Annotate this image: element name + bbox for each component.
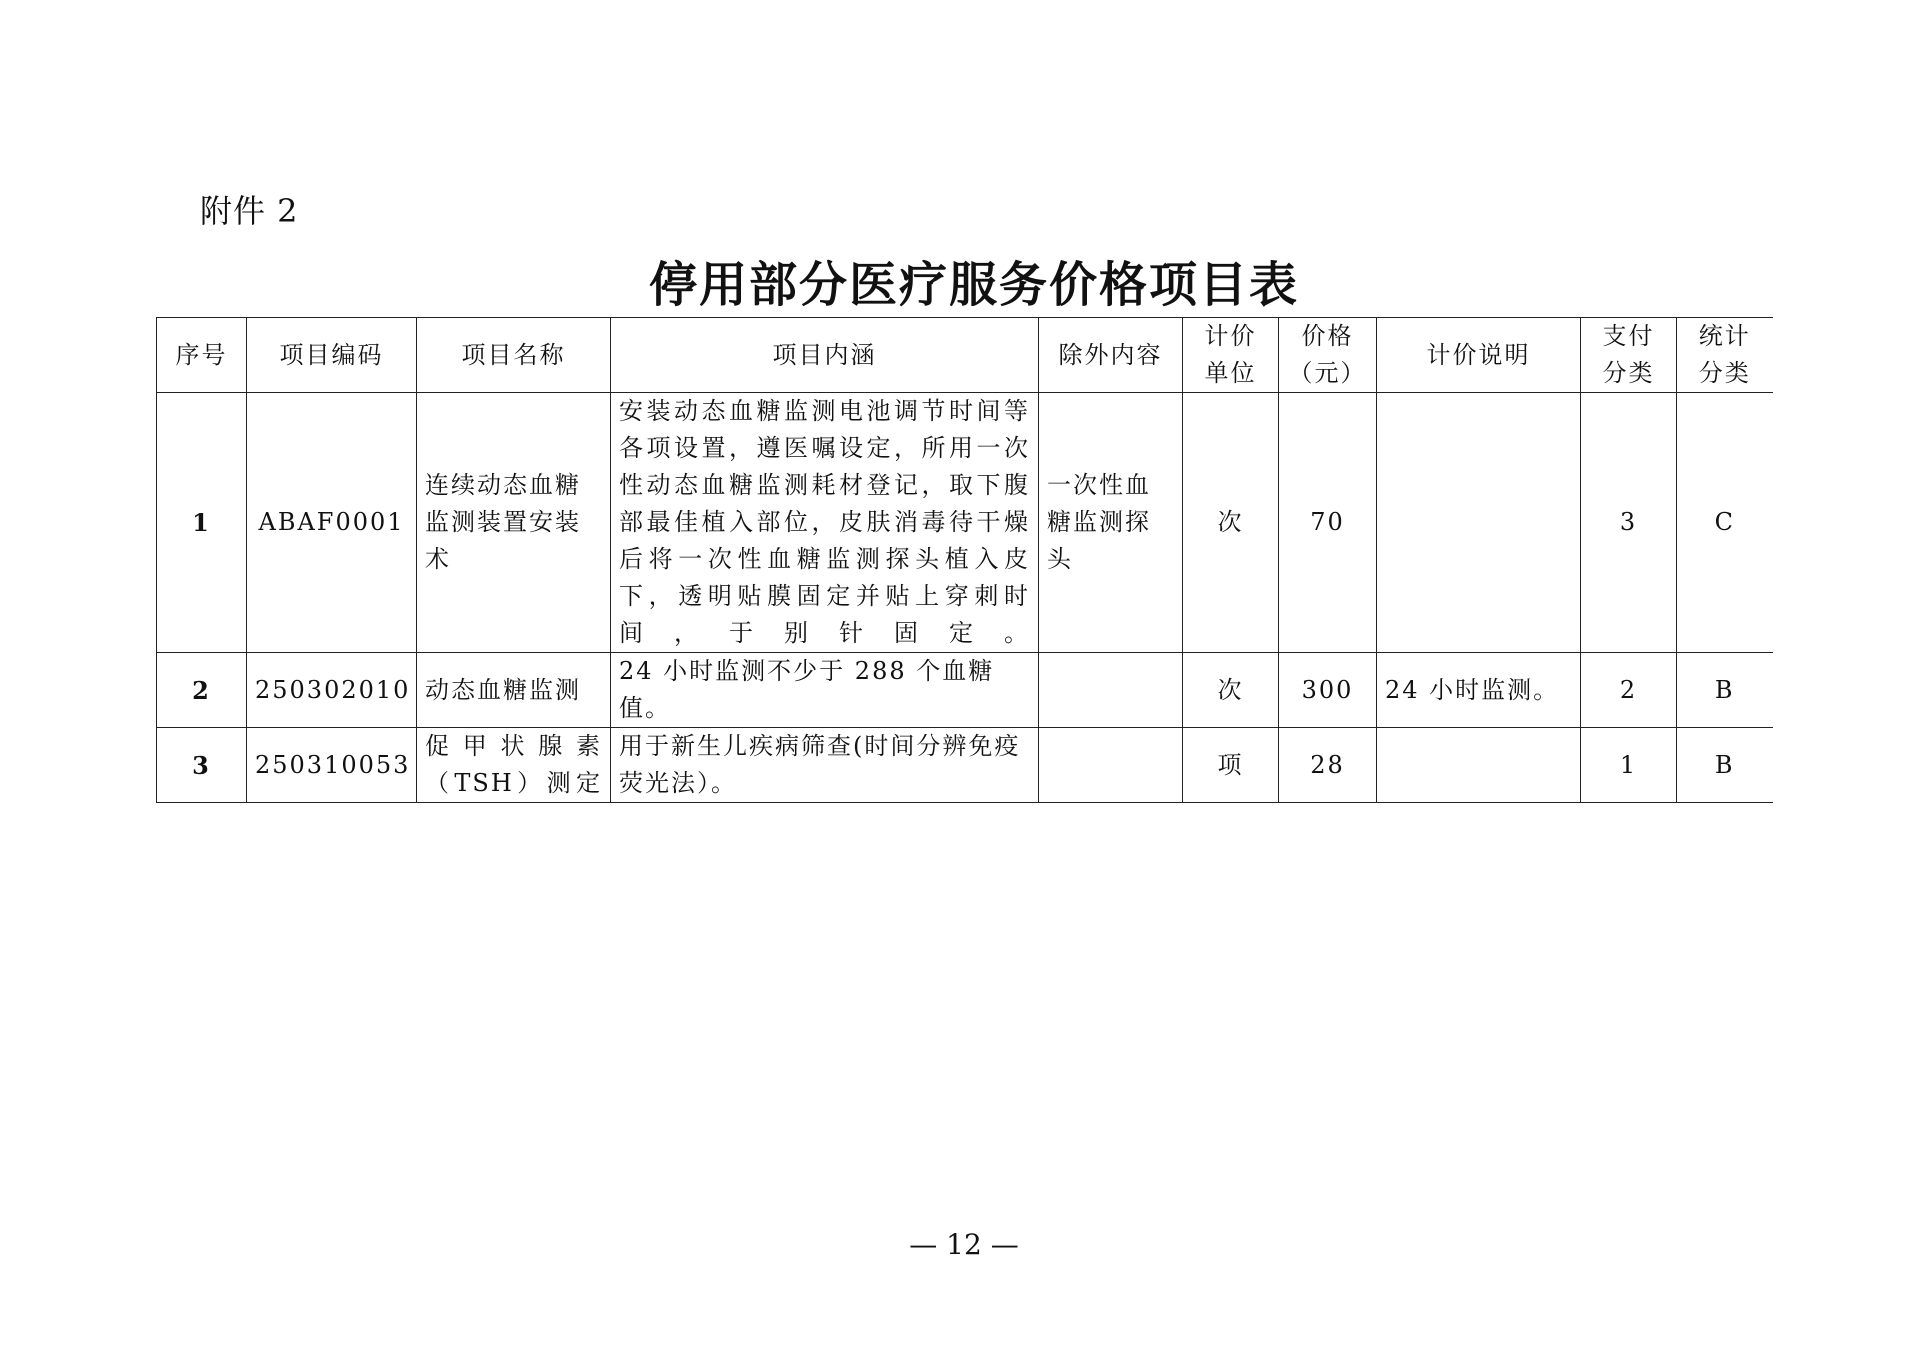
row-content: 用于新生儿疾病筛查(时间分辨免疫荧光法）。 — [611, 728, 1039, 803]
row-note — [1377, 393, 1581, 653]
page-number: — 12 — — [909, 1228, 1019, 1261]
header-stat — [1677, 318, 1773, 393]
header-price — [1279, 318, 1377, 393]
header-pay-line1: 支付 — [1602, 322, 1655, 350]
row-stat: B — [1677, 728, 1773, 803]
table-row — [157, 653, 1773, 728]
row-content: 24 小时监测不少于 288 个血糖值。 — [611, 653, 1039, 728]
row-name: 连续动态血糖监测装置安装术 — [417, 393, 611, 653]
price-items-table — [156, 317, 1773, 803]
header-stat-line2: 分类 — [1698, 359, 1751, 387]
header-price-line1: 价格 — [1301, 322, 1354, 350]
row-seq: 2 — [157, 653, 247, 728]
row-price: 28 — [1279, 728, 1377, 803]
row-stat: B — [1677, 653, 1773, 728]
row-name: 促甲状腺素（TSH）测定 — [417, 728, 611, 803]
header-stat-line1: 统计 — [1698, 322, 1751, 350]
header-unit-line1: 计价 — [1204, 322, 1257, 350]
row-seq: 1 — [157, 393, 247, 653]
row-stat: C — [1677, 393, 1773, 653]
header-content: 项目内涵 — [611, 318, 1039, 393]
row-pay: 1 — [1581, 728, 1677, 803]
row-seq: 3 — [157, 728, 247, 803]
header-note: 计价说明 — [1377, 318, 1581, 393]
row-pay: 2 — [1581, 653, 1677, 728]
row-code: ABAF0001 — [247, 393, 417, 653]
row-code: 250310053 — [247, 728, 417, 803]
header-excluded: 除外内容 — [1039, 318, 1183, 393]
table-row — [157, 393, 1773, 653]
header-name: 项目名称 — [417, 318, 611, 393]
table-row — [157, 728, 1773, 803]
header-pay — [1581, 318, 1677, 393]
row-price: 300 — [1279, 653, 1377, 728]
header-unit-line2: 单位 — [1204, 359, 1257, 387]
attachment-label: 附件 2 — [200, 192, 299, 230]
table-header-row — [157, 318, 1773, 393]
page-title: 停用部分医疗服务价格项目表 — [648, 257, 1299, 313]
header-price-line2: （元） — [1288, 359, 1367, 387]
row-excluded — [1039, 728, 1183, 803]
row-unit: 项 — [1183, 728, 1279, 803]
row-unit: 次 — [1183, 653, 1279, 728]
header-pay-line2: 分类 — [1602, 359, 1655, 387]
header-seq: 序号 — [157, 318, 247, 393]
row-note — [1377, 728, 1581, 803]
row-unit: 次 — [1183, 393, 1279, 653]
header-code: 项目编码 — [247, 318, 417, 393]
row-code: 250302010 — [247, 653, 417, 728]
row-price: 70 — [1279, 393, 1377, 653]
row-content: 安装动态血糖监测电池调节时间等各项设置，遵医嘱设定，所用一次性动态血糖监测耗材登记，取下腹部最佳植入部位，皮肤消毒待干燥后将一次性血糖监测探头植入皮下，透明贴膜固定并贴上穿刺时间，于别针固定。 — [611, 393, 1039, 653]
header-unit — [1183, 318, 1279, 393]
row-excluded: 一次性血糖监测探头 — [1039, 393, 1183, 653]
row-name: 动态血糖监测 — [417, 653, 611, 728]
row-note: 24 小时监测。 — [1377, 653, 1581, 728]
row-excluded — [1039, 653, 1183, 728]
row-pay: 3 — [1581, 393, 1677, 653]
